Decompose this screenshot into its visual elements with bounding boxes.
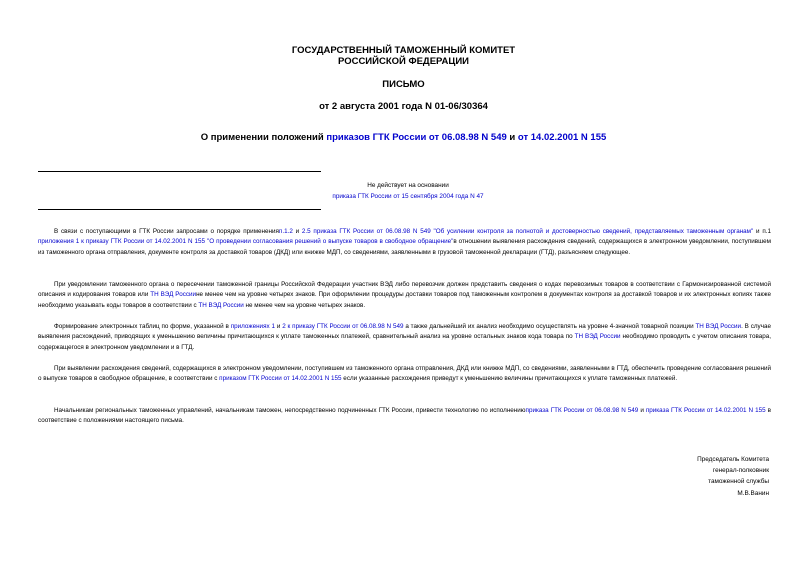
p3-link-2[interactable]: 2 к приказу ГТК России от 06.08.98 N 549: [282, 323, 404, 330]
p3-link-1[interactable]: приложениях 1: [230, 323, 275, 330]
title-text-1: О применении положений: [200, 132, 327, 143]
p5-text-2: и: [638, 407, 646, 414]
title-text-2: и: [506, 132, 518, 143]
p2-text-2: не менее чем на уровне четырех знаков. При оформлении процедуры доставки товаров под таможенным контролем в документах контроля за доставкой товаров и их электронных копиях также необходимо указывать коды товаров в соответствии с: [38, 291, 771, 309]
signature-name: М.В.Ванин: [737, 489, 769, 497]
p3-text-1: Формирование электронных таблиц по форме, указанной в: [54, 323, 231, 330]
p2-link-1[interactable]: ТН ВЭД России: [150, 291, 197, 299]
p4-text-1: При выявлении расхождения сведений, содержащихся в электронном уведомлении, поступившем из таможенного органа отправления, ДКД или книжке МДП, со сведениями, заявленными в ГТД, обеспечить проведение согласования решений о выпуске товаров в свободное обращение, в соответствии с: [38, 365, 771, 383]
paragraph-3: [38, 322, 771, 353]
p4-text-2: если указанные расхождения приведут к уменьшению величины причитающихся к уплате таможенных платежей.: [341, 375, 678, 383]
document-type: ПИСЬМО: [382, 79, 425, 90]
status-note: Не действует на основании: [367, 182, 449, 189]
p4-link-1[interactable]: приказом ГТК России от 14.02.2001 N 155: [219, 375, 342, 383]
p1-link-1[interactable]: п.1.2: [278, 228, 293, 235]
p2-text-1: При уведомлении таможенного органа о пересечении таможенной границы Российской Федерации участник ВЭД либо перевозчик должен представить сведения о кодах перевозимых товаров в соответствии с Гармонизированной системой описания и кодирования товаров или: [38, 281, 771, 299]
p1-text-2: и: [292, 228, 302, 235]
p1-text-4: в отношении выявления расхождения сведений, содержащихся в электронном уведомлении, поступившем из таможенного органа отправления, документе контроля за доставкой товаров (ДКД) или книжке МДП, со сведениями, заявленными в грузовой таможенной декларации (ГТД), разъясняем следующее.: [38, 238, 771, 256]
issuer-line-1: ГОСУДАРСТВЕННЫЙ ТАМОЖЕННЫЙ КОМИТЕТ: [291, 45, 516, 56]
title-link-order-549[interactable]: приказов ГТК России от 06.08.98 N 549: [326, 132, 507, 143]
p5-text-1: Начальникам региональных таможенных управлений, начальникам таможен, непосредственно подчиненных ГТК России, привести технологию по исполнению: [54, 407, 526, 414]
p3-text-5: необходимо проводить с учетом описания товара, содержащегося в электронном уведомлении и в ГТД.: [38, 333, 772, 351]
signature-rank: генерал-полковник: [712, 467, 769, 475]
p2-text-3: не менее чем на уровне четырех знаков.: [243, 301, 366, 309]
p3-link-4[interactable]: ТН ВЭД России: [574, 333, 621, 341]
signature-block: [697, 454, 769, 499]
status-link-order-47[interactable]: приказа ГТК России от 15 сентября 2004 года N 47: [332, 193, 484, 200]
issuer-heading: [0, 45, 807, 67]
divider-top: [38, 171, 321, 172]
issuer-line-2: РОССИЙСКОЙ ФЕДЕРАЦИИ: [337, 56, 469, 67]
p5-text-3: в соответствие с положениями настоящего письма.: [38, 407, 771, 425]
p3-link-3[interactable]: ТН ВЭД России: [695, 323, 742, 330]
p5-link-2[interactable]: приказа ГТК России от 14.02.2001 N 155: [645, 407, 766, 414]
divider-bottom: [38, 209, 321, 210]
p1-link-2[interactable]: 2.5 приказа ГТК России от 06.08.98 N 549 "Об усилении контроля за полнотой и достоверностью сведений, представляемых таможенным органам": [301, 228, 754, 235]
paragraph-1: [38, 227, 771, 258]
p5-link-1[interactable]: приказа ГТК России от 06.08.98 N 549: [525, 407, 639, 414]
paragraph-4: [38, 364, 771, 385]
paragraph-2: [38, 280, 771, 311]
document-date-number: от 2 августа 2001 года N 01-06/30364: [319, 101, 488, 112]
status-link-wrap: [297, 191, 519, 202]
signature-position: Председатель Комитета: [697, 456, 769, 463]
p3-text-4: . В случае выявления расхождений, приводящих к уменьшению величины причитающихся к уплате таможенных платежей, сравнительный анализ на уровне остальных знаков кода товара по: [38, 323, 771, 341]
document-title: [0, 132, 807, 143]
p1-link-3[interactable]: приложения 1 к приказу ГТК России от 14.02.2001 N 155 "О проведении согласования решений о выпуске товаров в свободное обращение": [38, 238, 454, 246]
p3-text-3: а также дальнейший их анализ необходимо осуществлять на уровне 4-значной товарной позиции: [403, 323, 696, 330]
signature-service: таможенной службы: [708, 478, 769, 486]
p1-text-1: В связи с поступающими в ГТК России запросами о порядке применения: [54, 228, 279, 235]
title-link-order-155[interactable]: от 14.02.2001 N 155: [517, 132, 607, 143]
p2-link-2[interactable]: ТН ВЭД России: [198, 301, 244, 309]
p1-text-3: и п.1: [753, 228, 771, 235]
p3-text-2: и: [274, 323, 283, 330]
paragraph-5: [38, 406, 771, 427]
